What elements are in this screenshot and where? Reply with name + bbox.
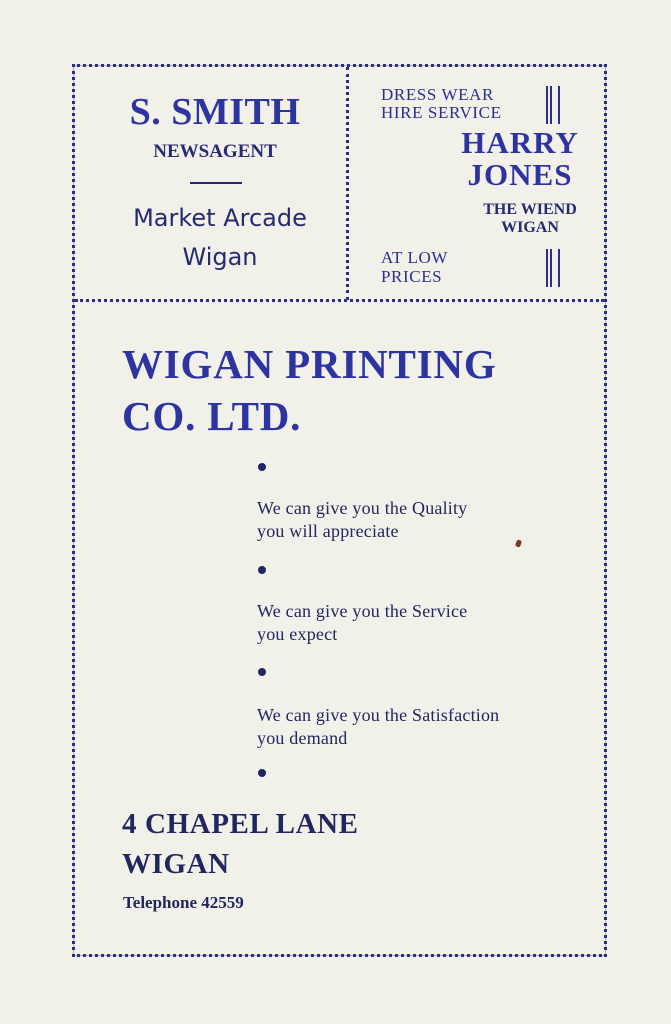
horizontal-divider (75, 299, 604, 302)
claim-quality (257, 497, 467, 543)
bullet-dot (258, 463, 266, 471)
telephone-number: Telephone 42559 (123, 893, 244, 912)
claim-line2: you will appreciate (257, 521, 399, 541)
claim-line1: We can give you the Service (257, 601, 468, 621)
jones-name-line1: HARRY (461, 125, 579, 160)
smith-address-line2: Wigan (182, 243, 258, 271)
jones-name-line2: JONES (467, 157, 573, 192)
jones-prices (381, 248, 448, 286)
jones-price-line2: PRICES (381, 267, 443, 286)
bullet-dot (258, 769, 266, 777)
jones-address-line1: THE WIEND (483, 201, 577, 218)
double-bar-ornament (546, 249, 560, 287)
bullet-dot (258, 668, 266, 676)
claim-line2: you demand (257, 728, 348, 748)
jones-service (381, 86, 502, 122)
jones-service-line2: HIRE SERVICE (381, 103, 502, 122)
bullet-dot (258, 566, 266, 574)
smith-name: S. SMITH (129, 91, 301, 133)
jones-service-line1: DRESS WEAR (381, 85, 494, 104)
jones-name (440, 127, 600, 191)
printing-address-line2: WIGAN (122, 848, 230, 880)
company-name (122, 338, 497, 442)
company-name-line2: CO. LTD. (122, 393, 302, 439)
smith-trade: NEWSAGENT (153, 141, 277, 162)
claim-line1: We can give you the Satisfaction (257, 705, 500, 725)
printing-address (122, 804, 359, 884)
claim-service (257, 600, 467, 646)
printing-address-line1: 4 CHAPEL LANE (122, 808, 359, 840)
claim-satisfaction (257, 704, 499, 750)
double-bar-ornament (546, 86, 560, 124)
claim-line2: you expect (257, 624, 338, 644)
smith-rule (190, 182, 242, 184)
jones-price-line1: AT LOW (381, 248, 449, 267)
company-name-line1: WIGAN PRINTING (122, 341, 497, 387)
claim-line1: We can give you the Quality (257, 498, 468, 518)
jones-address-line2: WIGAN (501, 219, 559, 236)
smith-address-line1: Market Arcade (133, 204, 307, 232)
jones-address (450, 201, 610, 237)
